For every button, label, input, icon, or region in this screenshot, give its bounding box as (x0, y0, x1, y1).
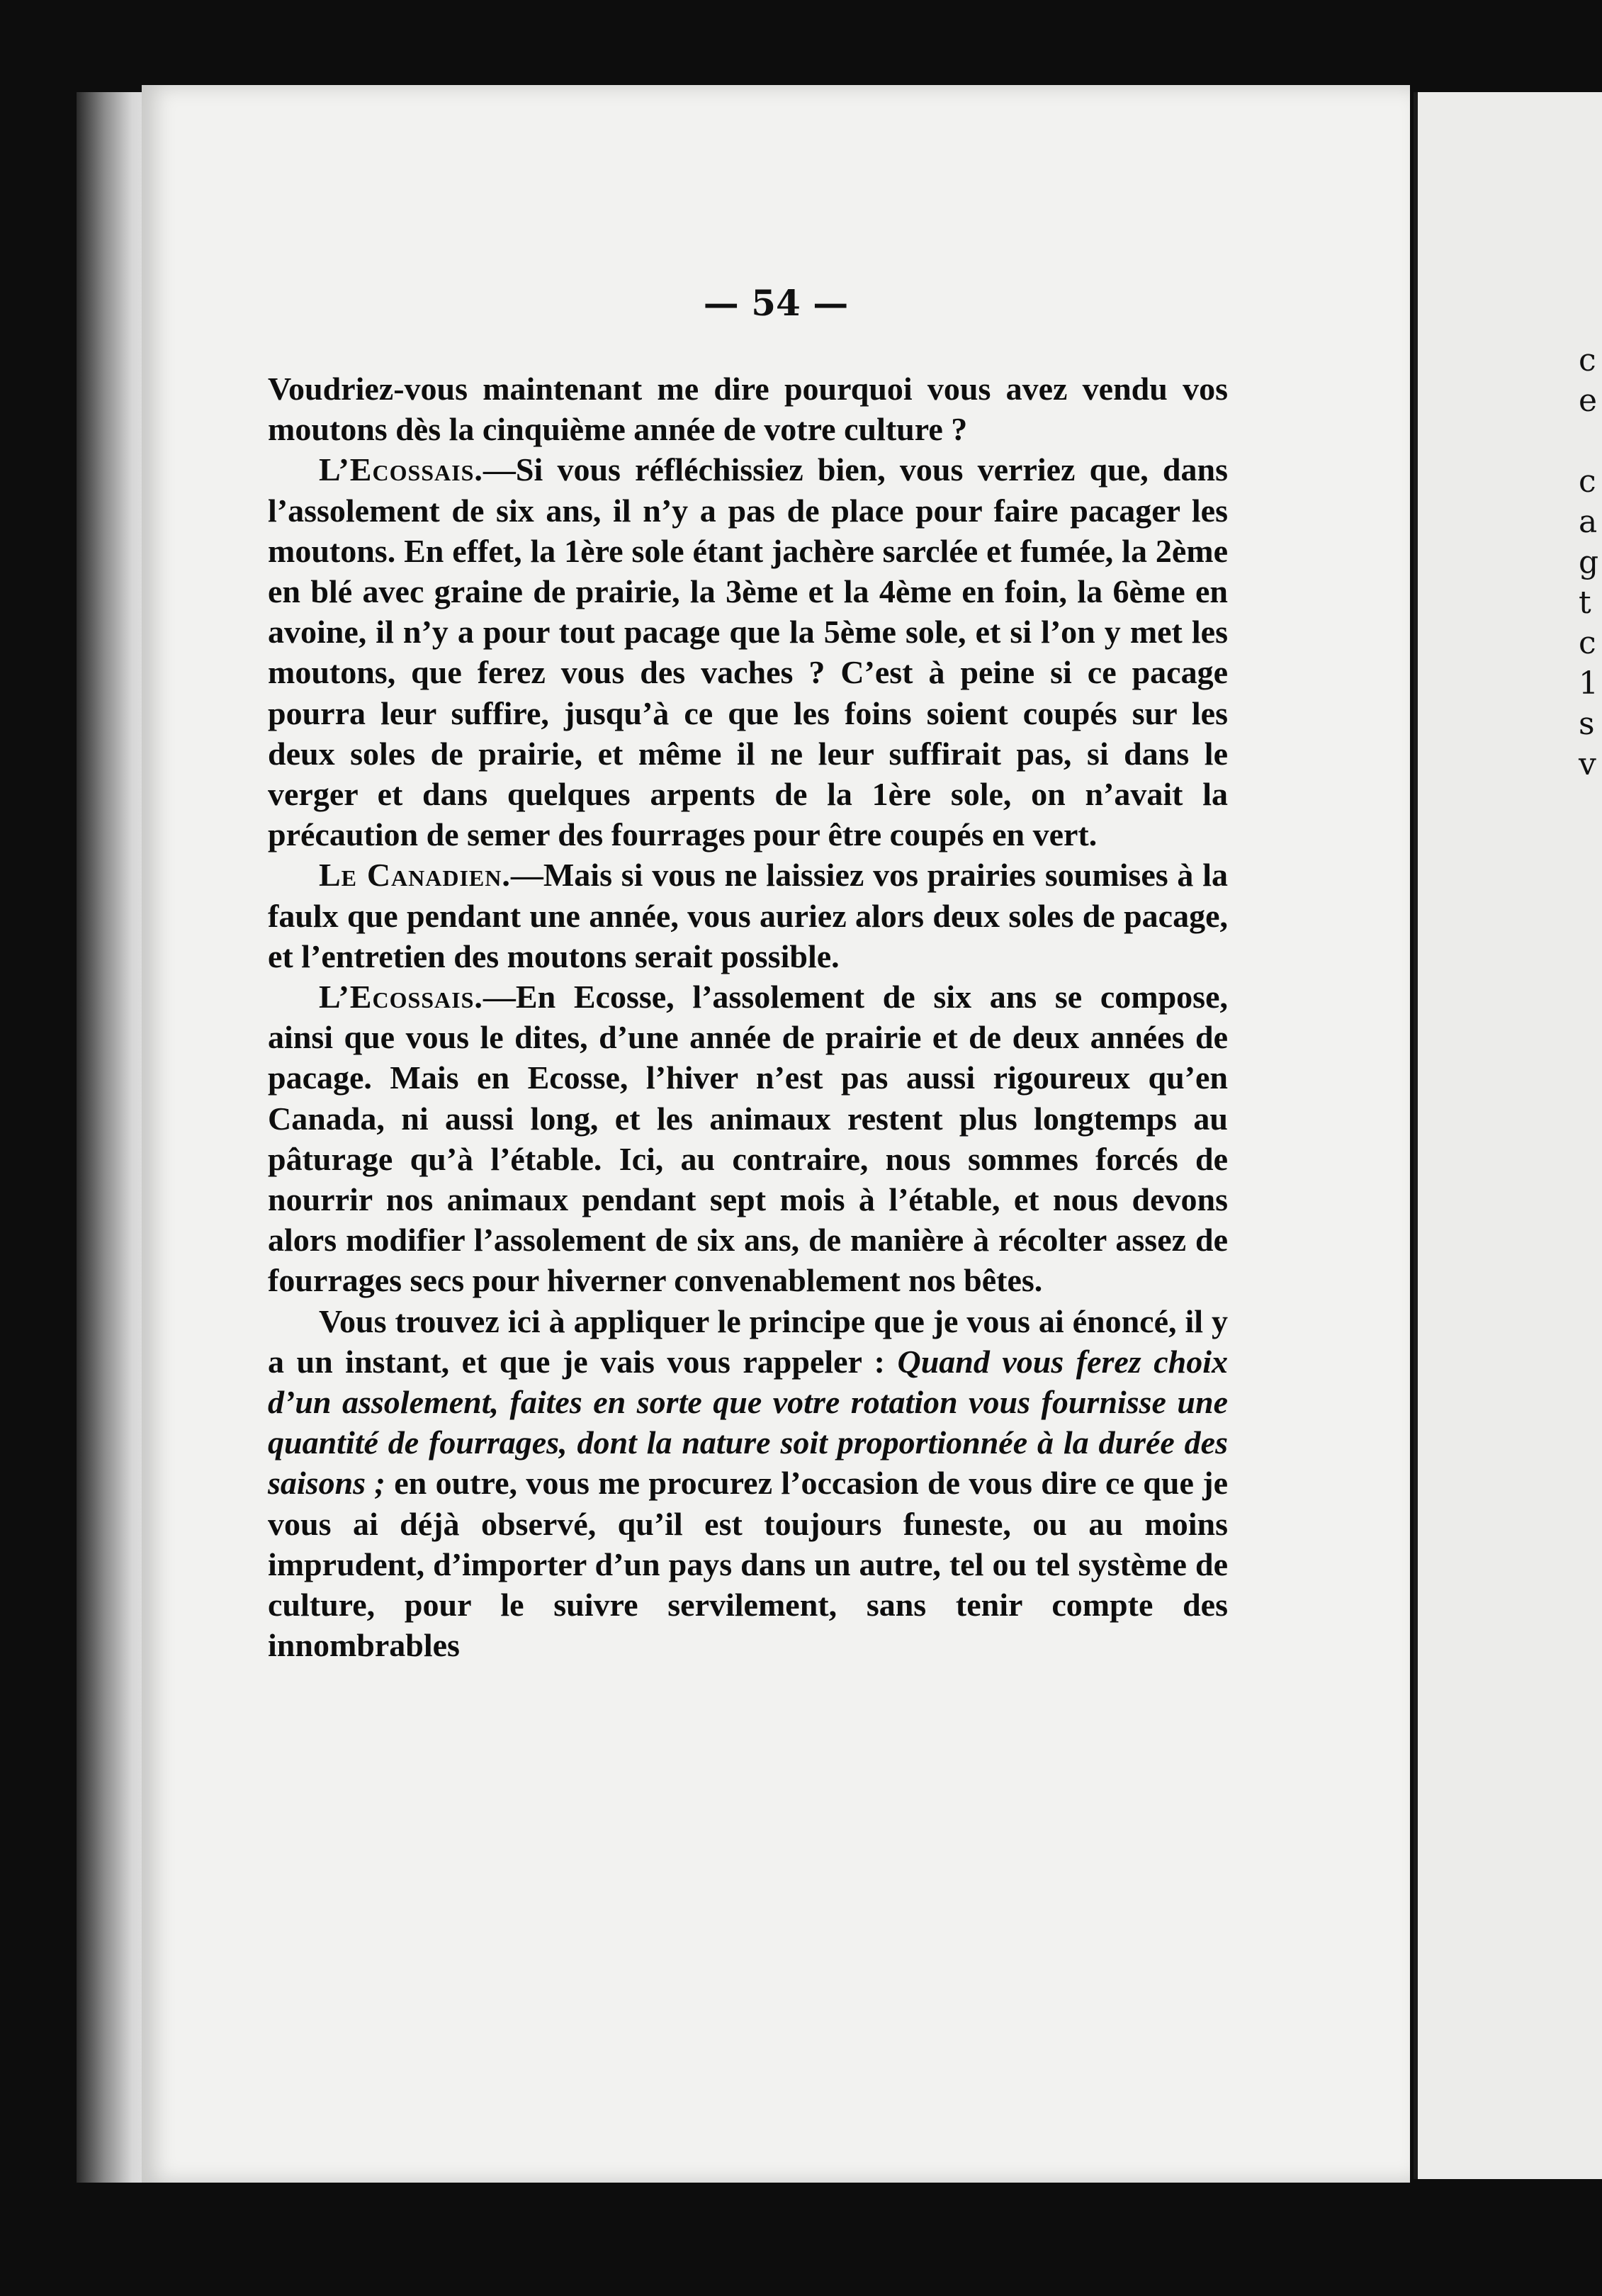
page-body (268, 368, 1228, 1666)
paragraph-text-after: en outre, vous me procurez l’occasion de vous dire ce que je vous ai déjà observé, qu’il est toujours funeste, ou au moins imprudent, d’importer d’un pays dans un autre, tel ou tel système de culture, pour le suivre servilement, sans tenir compte des innombrables (268, 1465, 1228, 1664)
paragraph-text: Voudriez-vous maintenant me dire pourquoi vous avez vendu vos moutons dès la cinquième année de votre culture ? (268, 371, 1228, 448)
page-number: — 54 — (703, 282, 849, 324)
facing-page-edge (1414, 92, 1602, 2179)
paragraph-4 (268, 977, 1228, 1301)
paragraph-text: —Mais si vous ne laissiez vos prairies soumises à la faulx que pendant une année, vous auriez alors deux soles de pacage, et l’entretien des moutons serait possible. (268, 857, 1229, 974)
facing-page-text-fragments: c e c a g t c 1 s v (1579, 342, 1599, 782)
paragraph-3 (268, 855, 1228, 977)
paragraph-text: —En Ecosse, l’assolement de six ans se compose, ainsi que vous le dites, d’une année de prairie et de deux années de pacage. Mais en Ecosse, l’hiver n’est pas aussi rigoureux qu’en Canada, ni aussi long, et les animaux restent plus longtemps au pâturage qu’à l’étable. Ici, au contraire, nous sommes forcés de nourrir nos animaux pendant sept mois à l’étable, et nous devons alors modifier l’assolement de six ans, de manière à récolter assez de fourrages secs pour hiverner convenablement nos bêtes. (268, 979, 1228, 1299)
speaker-name: L’Ecossais. (319, 451, 483, 488)
paragraph-text-before: Vous trouvez ici à appliquer le principe que je vous ai énoncé, il y a un instant, et que je vais vous rappeler : (268, 1302, 1228, 1380)
speaker-name: L’Ecossais. (319, 979, 483, 1015)
paragraph-1 (268, 368, 1228, 449)
paragraph-text: —Si vous réfléchissiez bien, vous verriez que, dans l’assolement de six ans, il n’y a pas de place pour faire pacager les moutons. En effet, la 1ère sole étant jachère sarclée et fumée, la 2ème en blé avec graine de prairie, la 3ème et la 4ème en foin, la 6ème en avoine, il n’y a pour tout pacage que la 5ème sole, et si l’on y met les moutons, que ferez vous des vaches ? C’est à peine si ce pacage pourra leur suffire, jusqu’à ce que les foins soient coupés sur les deux soles de prairie, et même il ne leur suffirait pas, si dans le verger et dans quelques arpents de la 1ère sole, on n’avait la précaution de semer des fourrages pour être coupés en vert. (268, 451, 1228, 853)
paragraph-2 (268, 449, 1228, 855)
italic-maxim: Quand vous ferez choix d’un assolement, faites en sorte que votre rotation vous fournisse une quantité de fourrages, dont la nature soit proportionnée à la durée des saisons ; (268, 1343, 1228, 1502)
paragraph-5 (268, 1301, 1228, 1666)
speaker-name: Le Canadien. (319, 857, 511, 894)
